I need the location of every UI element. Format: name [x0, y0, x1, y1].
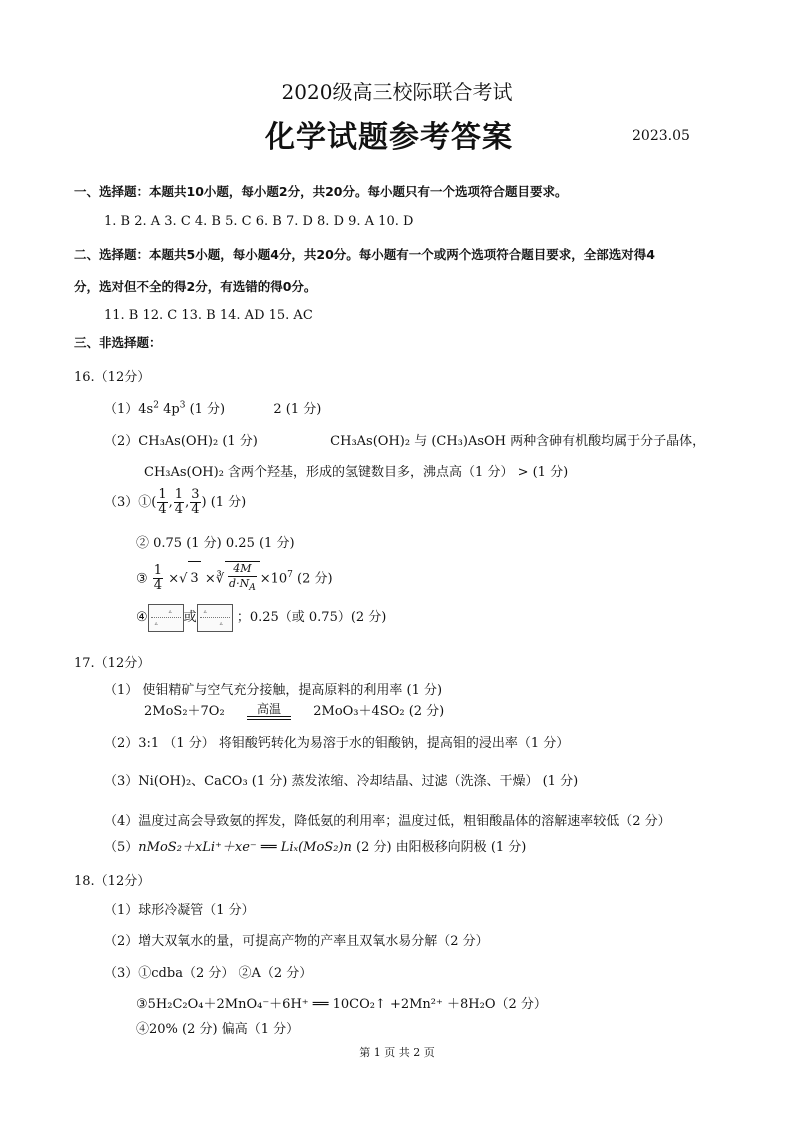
fraction: $\frac{1}{4}$ — [153, 563, 163, 594]
q18-heading: 18.（12分） — [74, 874, 151, 889]
crystal-projection-figure-a: ▵ ▵ — [148, 604, 184, 632]
q16-heading: 16.（12分） — [74, 370, 151, 385]
fraction: $\frac{1}{4}$ — [174, 487, 184, 517]
section3-heading: 三、非选择题： — [74, 335, 162, 350]
q17-part5-equation: nMoS₂＋xLi⁺＋xe⁻ ══ Liₓ(MoS₂)n — [138, 840, 352, 855]
q16-part1 — [104, 398, 321, 417]
fraction: $\frac{1}{4}$ — [158, 487, 167, 517]
electron-config: $4s^2$ $4p^3$ (1 分) — [138, 400, 226, 417]
cube-root-symbol: ∛ — [215, 571, 225, 587]
q17-part2: （2）3:1 （1 分） 将钼酸钙转化为易溶于水的钼酸钠，提高钼的浸出率（1 分） — [104, 736, 570, 751]
crystal-projection-figure-b: ▵ ▵ — [197, 604, 233, 632]
q17-part5: （5）nMoS₂＋xLi⁺＋xe⁻ ══ Liₓ(MoS₂)n (2 分) 由阳极移向阴极 (1 分) — [104, 840, 527, 855]
q16-part2 — [104, 430, 705, 449]
section2-answers: 11. B 12. C 13. B 14. AD 15. AC — [104, 308, 313, 323]
q16-part1-b: 2 (1 分) — [273, 402, 322, 417]
q16-part3-3: ③ $\frac{1}{4}$ ×√ 3 ×∛ $\frac{4M}{d\cdot N_A}$ $\times 10^7$ (2 分) — [136, 558, 333, 596]
q16-part2-c: CH₃As(OH)₂ 含两个羟基，形成的氢键数目多，沸点高（1 分） > (1 分) — [144, 465, 569, 480]
q16-part2-a: CH₃As(OH)₂ (1 分) — [138, 434, 258, 449]
q17-part4: （4）温度过高会导致氨的挥发，降低氨的利用率；温度过低，粗钼酸晶体的溶解速率较低（2 分） — [104, 814, 671, 829]
q18-part2: （2）增大双氧水的量，可提高产物的产率且双氧水易分解（2 分） — [104, 934, 489, 949]
part-label: （1） — [104, 402, 139, 417]
q18-part3-3: ③5H₂C₂O₄＋2MnO₄⁻＋6H⁺ ══ 10CO₂↑ +2Mn²⁺ ＋8H₂O（2 分） — [136, 997, 547, 1012]
section2-heading-line1: 二、选择题：本题共5小题，每小题4分，共20分。每小题有一个或两个选项符合题目要求，全部选对得4 — [74, 247, 655, 262]
q18-part1: （1）球形冷凝管（1 分） — [104, 903, 255, 918]
q17-equation1: 2MoS₂＋7O₂ 高温 2MoO₃＋4SO₂ (2 分) — [144, 702, 445, 719]
exam-title: 2020级高三校际联合考试 — [281, 80, 513, 104]
q17-part3: （3）Ni(OH)₂、CaCO₃ (1 分) 蒸发浓缩、冷却结晶、过滤（洗涤、干燥） (1 分) — [104, 774, 579, 789]
fraction: $\frac{4M}{d\cdot N_A}$ — [229, 562, 256, 594]
part-label: （2） — [104, 434, 139, 449]
q16-part3-2: ② 0.75 (1 分) 0.25 (1 分) — [136, 536, 295, 551]
high-temp-arrow: 高温 — [247, 703, 291, 720]
q18-part3-4: ④20% (2 分) 偏高（1 分） — [136, 1022, 300, 1037]
exam-date: 2023.05 — [632, 128, 690, 144]
sqrt-symbol: √ — [179, 571, 188, 587]
section1-answers: 1. B 2. A 3. C 4. B 5. C 6. B 7. D 8. D 9. A 10. D — [104, 214, 414, 229]
q17-part1: （1） 使钼精矿与空气充分接触，提高原料的利用率 (1 分) — [104, 683, 443, 698]
q18-part3: （3）①cdba（2 分） ②A（2 分） — [104, 966, 313, 981]
fraction: $\frac{3}{4}$ — [191, 487, 200, 517]
page-footer: 第 1 页 共 2 页 — [359, 1046, 435, 1059]
q17-heading: 17.（12分） — [74, 656, 151, 671]
q16-part3-4: ④ ▵ ▵ 或 ▵ ▵ ；0.25（或 0.75）(2 分) — [136, 603, 386, 633]
section2-heading-line2: 分，选对但不全的得2分，有选错的得0分。 — [74, 279, 317, 294]
document-subtitle: 化学试题参考答案 — [265, 120, 513, 155]
q16-part2-b: CH₃As(OH)₂ 与 (CH₃)AsOH 两种含砷有机酸均属于分子晶体， — [330, 434, 706, 449]
q16-part3-1: （3）①( $\frac{1}{4}$ , $\frac{1}{4}$ , $\frac{3}{4}$ ) (1 分) — [104, 487, 247, 517]
section1-heading: 一、选择题：本题共10小题，每小题2分，共20分。每小题只有一个选项符合题目要求。 — [74, 184, 568, 199]
